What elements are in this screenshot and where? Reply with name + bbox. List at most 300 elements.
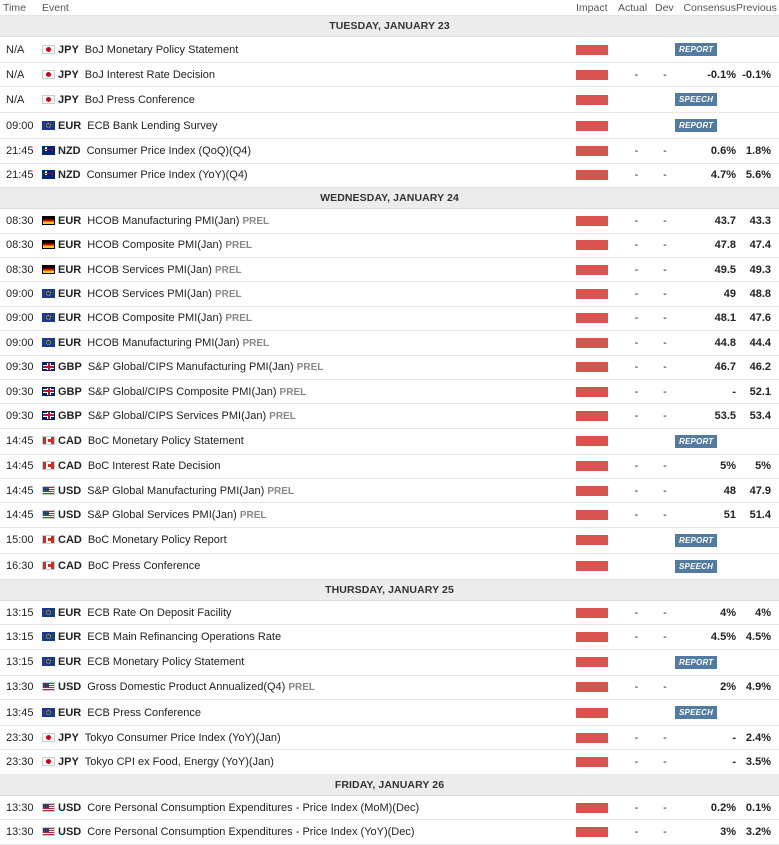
impact-cell	[576, 113, 618, 139]
event-row[interactable]	[0, 404, 779, 428]
event-dev: -	[655, 233, 675, 257]
event-title[interactable]: HCOB Composite PMI(Jan)	[87, 239, 223, 252]
event-previous: 1.8%	[736, 139, 779, 163]
event-cell	[42, 726, 576, 750]
prel-tag: PREL	[214, 289, 242, 301]
event-title[interactable]: ECB Bank Lending Survey	[87, 119, 218, 132]
prel-tag: PREL	[239, 510, 267, 522]
badge-cell	[675, 87, 779, 113]
event-row[interactable]	[0, 355, 779, 379]
event-previous: 48.8	[736, 282, 779, 306]
impact-cell	[576, 553, 618, 579]
event-cell	[42, 454, 576, 478]
event-title[interactable]: Core Personal Consumption Expenditures - Price Index (MoM)(Dec)	[87, 801, 420, 814]
gb-flag-icon	[42, 411, 55, 420]
event-previous: 43.3	[736, 209, 779, 233]
impact-cell	[576, 503, 618, 527]
event-currency: CAD	[58, 435, 82, 448]
event-previous: 52.1	[736, 379, 779, 403]
event-cell	[42, 625, 576, 649]
event-row[interactable]	[0, 306, 779, 330]
impact-cell	[576, 404, 618, 428]
event-currency: EUR	[58, 312, 82, 325]
impact-cell	[576, 379, 618, 403]
event-cell	[42, 37, 576, 63]
event-currency: JPY	[58, 731, 79, 744]
event-time: 21:45	[0, 163, 42, 187]
badge-cell	[675, 700, 779, 726]
event-currency: EUR	[58, 630, 82, 643]
event-currency: CAD	[58, 534, 82, 547]
event-cell	[42, 163, 576, 187]
event-consensus: 44.8	[675, 331, 736, 355]
event-title[interactable]: BoC Press Conference	[87, 560, 201, 573]
impact-cell	[576, 700, 618, 726]
day-label: TUESDAY, JANUARY 23	[0, 16, 779, 37]
prel-tag: PREL	[225, 240, 252, 252]
badge-cell	[675, 527, 779, 553]
event-title[interactable]: HCOB Services PMI(Jan)	[87, 288, 212, 301]
event-dev: -	[655, 355, 675, 379]
event-cell	[42, 700, 576, 726]
event-dev: -	[655, 750, 675, 774]
prel-tag: PREL	[288, 682, 315, 694]
event-time: 15:00	[0, 527, 42, 553]
report-badge[interactable]: REPORT	[675, 43, 717, 56]
day-label: WEDNESDAY, JANUARY 24	[0, 188, 779, 209]
event-title[interactable]: ECB Main Refinancing Operations Rate	[87, 630, 282, 643]
dev-cell	[655, 649, 675, 675]
event-dev: -	[655, 331, 675, 355]
header-dev[interactable]: Dev	[655, 1, 674, 14]
event-time: 09:30	[0, 404, 42, 428]
event-dev: -	[655, 163, 675, 187]
event-time: 13:30	[0, 795, 42, 819]
impact-cell	[576, 87, 618, 113]
speech-badge[interactable]: SPEECH	[675, 706, 717, 719]
event-consensus: 48	[675, 479, 736, 503]
prel-tag: PREL	[242, 337, 270, 349]
event-cell	[42, 428, 576, 454]
nz-flag-icon	[42, 146, 55, 155]
event-actual: -	[618, 726, 655, 750]
event-cell	[42, 331, 576, 355]
event-time: 14:45	[0, 428, 42, 454]
impact-high-bar	[576, 387, 608, 397]
event-cell	[42, 379, 576, 403]
event-currency: EUR	[58, 263, 82, 276]
impact-cell	[576, 527, 618, 553]
actual-cell	[618, 37, 655, 63]
event-actual: -	[618, 63, 655, 87]
report-badge[interactable]: REPORT	[675, 119, 717, 132]
event-previous: 2.4%	[736, 726, 779, 750]
event-consensus: 53.5	[675, 404, 736, 428]
event-title[interactable]: Consumer Price Index (YoY)(Q4)	[86, 169, 248, 182]
impact-cell	[576, 750, 618, 774]
event-consensus: 46.7	[675, 355, 736, 379]
impact-cell	[576, 257, 618, 281]
event-consensus: 4%	[675, 600, 736, 624]
report-badge[interactable]: REPORT	[675, 534, 717, 547]
event-title[interactable]: BoJ Press Conference	[84, 93, 195, 106]
day-header-row	[0, 16, 779, 37]
event-title[interactable]: BoJ Monetary Policy Statement	[84, 43, 239, 56]
event-previous: 47.6	[736, 306, 779, 330]
impact-high-bar	[576, 362, 608, 372]
event-actual: -	[618, 355, 655, 379]
event-cell	[42, 139, 576, 163]
actual-cell	[618, 87, 655, 113]
event-title[interactable]: ECB Rate On Deposit Facility	[87, 606, 232, 619]
day-header-row	[0, 774, 779, 795]
gb-flag-icon	[42, 387, 55, 396]
badge-cell	[675, 113, 779, 139]
impact-high-bar	[576, 827, 608, 837]
day-header-row	[0, 188, 779, 209]
event-row[interactable]	[0, 649, 779, 675]
event-previous: 0.1%	[736, 795, 779, 819]
event-consensus: -	[675, 726, 736, 750]
event-dev: -	[655, 503, 675, 527]
gb-flag-icon	[42, 362, 55, 371]
event-cell	[42, 87, 576, 113]
dev-cell	[655, 553, 675, 579]
event-cell	[42, 675, 576, 699]
event-row[interactable]	[0, 553, 779, 579]
event-title[interactable]: Core Personal Consumption Expenditures - Price Index (YoY)(Dec)	[87, 825, 415, 838]
event-row[interactable]	[0, 503, 779, 527]
event-time: 13:15	[0, 625, 42, 649]
event-time: N/A	[0, 37, 42, 63]
event-row[interactable]	[0, 820, 779, 844]
event-cell	[42, 600, 576, 624]
speech-badge[interactable]: SPEECH	[675, 93, 717, 106]
event-previous: -0.1%	[736, 63, 779, 87]
actual-cell	[618, 700, 655, 726]
report-badge[interactable]: REPORT	[675, 435, 717, 448]
event-title[interactable]: HCOB Composite PMI(Jan)	[87, 312, 223, 325]
event-currency: USD	[58, 801, 82, 814]
de-flag-icon	[42, 216, 55, 225]
event-currency: EUR	[58, 239, 82, 252]
event-row[interactable]	[0, 209, 779, 233]
event-time: 13:30	[0, 675, 42, 699]
event-consensus: 51	[675, 503, 736, 527]
event-consensus: 43.7	[675, 209, 736, 233]
event-time: 09:30	[0, 379, 42, 403]
impact-high-bar	[576, 486, 608, 496]
event-time: 09:00	[0, 306, 42, 330]
impact-cell	[576, 625, 618, 649]
impact-cell	[576, 428, 618, 454]
event-dev: -	[655, 479, 675, 503]
header-event[interactable]: Event	[42, 0, 576, 16]
event-consensus: 0.6%	[675, 139, 736, 163]
impact-high-bar	[576, 313, 608, 323]
event-actual: -	[618, 625, 655, 649]
event-previous: 5.6%	[736, 163, 779, 187]
event-row[interactable]	[0, 625, 779, 649]
jp-flag-icon	[42, 95, 55, 104]
event-consensus: 4.5%	[675, 625, 736, 649]
event-row[interactable]	[0, 163, 779, 187]
event-row[interactable]	[0, 139, 779, 163]
dev-cell	[655, 527, 675, 553]
event-title[interactable]: BoC Monetary Policy Statement	[87, 435, 244, 448]
event-consensus: 0.2%	[675, 795, 736, 819]
event-title[interactable]: BoC Interest Rate Decision	[87, 460, 221, 473]
event-cell	[42, 820, 576, 844]
event-actual: -	[618, 503, 655, 527]
impact-high-bar	[576, 632, 608, 642]
event-currency: EUR	[58, 706, 82, 719]
event-currency: USD	[58, 825, 82, 838]
eu-flag-icon	[42, 289, 55, 298]
event-consensus: 48.1	[675, 306, 736, 330]
event-row[interactable]	[0, 428, 779, 454]
impact-cell	[576, 63, 618, 87]
event-actual: -	[618, 139, 655, 163]
impact-high-bar	[576, 240, 608, 250]
event-time: 21:45	[0, 139, 42, 163]
event-row[interactable]	[0, 675, 779, 699]
event-row[interactable]	[0, 700, 779, 726]
impact-cell	[576, 209, 618, 233]
impact-cell	[576, 675, 618, 699]
event-row[interactable]	[0, 479, 779, 503]
event-previous: 5%	[736, 454, 779, 478]
impact-high-bar	[576, 45, 608, 55]
event-row[interactable]	[0, 527, 779, 553]
event-time: N/A	[0, 87, 42, 113]
impact-high-bar	[576, 121, 608, 131]
event-currency: JPY	[58, 68, 79, 81]
event-title[interactable]: Consumer Price Index (QoQ)(Q4)	[86, 145, 252, 158]
event-consensus: 5%	[675, 454, 736, 478]
event-dev: -	[655, 63, 675, 87]
event-title[interactable]: ECB Monetary Policy Statement	[87, 656, 245, 669]
event-row[interactable]	[0, 454, 779, 478]
impact-high-bar	[576, 561, 608, 571]
event-time: N/A	[0, 63, 42, 87]
event-actual: -	[618, 163, 655, 187]
event-cell	[42, 233, 576, 257]
event-previous: 3.2%	[736, 820, 779, 844]
event-currency: CAD	[58, 460, 82, 473]
event-currency: JPY	[58, 43, 79, 56]
calendar-body	[0, 16, 779, 845]
event-time: 08:30	[0, 257, 42, 281]
event-title[interactable]: Tokyo CPI ex Food, Energy (YoY)(Jan)	[84, 756, 274, 769]
eu-flag-icon	[42, 708, 55, 717]
event-actual: -	[618, 454, 655, 478]
day-label: FRIDAY, JANUARY 26	[0, 774, 779, 795]
prel-tag: PREL	[225, 313, 252, 325]
event-title[interactable]: Tokyo Consumer Price Index (YoY)(Jan)	[84, 731, 281, 744]
nz-flag-icon	[42, 170, 55, 179]
event-previous: 53.4	[736, 404, 779, 428]
event-cell	[42, 282, 576, 306]
event-time: 09:00	[0, 113, 42, 139]
ca-flag-icon	[42, 561, 55, 570]
event-dev: -	[655, 139, 675, 163]
event-cell	[42, 750, 576, 774]
event-actual: -	[618, 257, 655, 281]
event-row[interactable]	[0, 379, 779, 403]
event-title[interactable]: ECB Press Conference	[87, 706, 201, 719]
event-previous: 51.4	[736, 503, 779, 527]
impact-high-bar	[576, 535, 608, 545]
event-title[interactable]: HCOB Services PMI(Jan)	[87, 263, 212, 276]
prel-tag: PREL	[267, 485, 295, 497]
event-dev: -	[655, 820, 675, 844]
event-title[interactable]: HCOB Manufacturing PMI(Jan)	[87, 214, 240, 227]
event-time: 13:30	[0, 820, 42, 844]
event-consensus: 3%	[675, 820, 736, 844]
event-consensus: 4.7%	[675, 163, 736, 187]
event-consensus: 49.5	[675, 257, 736, 281]
event-currency: EUR	[58, 606, 82, 619]
header-consensus[interactable]: Consensus	[675, 0, 736, 16]
event-title[interactable]: BoJ Interest Rate Decision	[84, 68, 216, 81]
event-title[interactable]: S&P Global/CIPS Composite PMI(Jan)	[87, 385, 277, 398]
prel-tag: PREL	[214, 264, 242, 276]
event-row[interactable]	[0, 600, 779, 624]
event-title[interactable]: Gross Domestic Product Annualized(Q4)	[87, 681, 286, 694]
impact-cell	[576, 139, 618, 163]
event-previous: 44.4	[736, 331, 779, 355]
impact-cell	[576, 233, 618, 257]
event-currency: EUR	[58, 214, 82, 227]
event-title[interactable]: S&P Global Manufacturing PMI(Jan)	[87, 484, 265, 497]
event-cell	[42, 209, 576, 233]
event-consensus: -0.1%	[675, 63, 736, 87]
dev-cell	[655, 113, 675, 139]
event-currency: EUR	[58, 119, 82, 132]
event-time: 14:45	[0, 454, 42, 478]
event-dev: -	[655, 675, 675, 699]
event-time: 08:30	[0, 233, 42, 257]
impact-cell	[576, 331, 618, 355]
event-dev: -	[655, 795, 675, 819]
event-cell	[42, 553, 576, 579]
eu-flag-icon	[42, 608, 55, 617]
dev-cell	[655, 87, 675, 113]
event-currency: USD	[58, 484, 82, 497]
event-row[interactable]	[0, 113, 779, 139]
event-time: 09:00	[0, 282, 42, 306]
event-previous: 3.5%	[736, 750, 779, 774]
impact-high-bar	[576, 510, 608, 520]
event-row[interactable]	[0, 750, 779, 774]
event-row[interactable]	[0, 331, 779, 355]
us-flag-icon	[42, 682, 55, 691]
event-row[interactable]	[0, 87, 779, 113]
event-dev: -	[655, 257, 675, 281]
event-dev: -	[655, 625, 675, 649]
event-currency: EUR	[58, 288, 82, 301]
header-time[interactable]: Time	[0, 0, 42, 16]
event-title[interactable]: S&P Global Services PMI(Jan)	[87, 509, 237, 522]
impact-high-bar	[576, 338, 608, 348]
actual-cell	[618, 428, 655, 454]
event-cell	[42, 795, 576, 819]
event-consensus: 2%	[675, 675, 736, 699]
header-actual[interactable]: Actual	[618, 0, 655, 16]
event-dev: -	[655, 600, 675, 624]
impact-cell	[576, 649, 618, 675]
header-previous[interactable]: Previous	[736, 0, 779, 16]
dev-cell	[655, 428, 675, 454]
event-title[interactable]: BoC Monetary Policy Report	[87, 534, 227, 547]
event-consensus: -	[675, 379, 736, 403]
event-time: 08:30	[0, 209, 42, 233]
event-time: 16:30	[0, 553, 42, 579]
ca-flag-icon	[42, 461, 55, 470]
impact-high-bar	[576, 757, 608, 767]
event-cell	[42, 527, 576, 553]
event-actual: -	[618, 675, 655, 699]
event-title[interactable]: S&P Global/CIPS Manufacturing PMI(Jan)	[87, 361, 294, 374]
event-title[interactable]: HCOB Manufacturing PMI(Jan)	[87, 336, 240, 349]
speech-badge[interactable]: SPEECH	[675, 560, 717, 573]
event-time: 09:30	[0, 355, 42, 379]
event-time: 13:45	[0, 700, 42, 726]
event-row[interactable]	[0, 37, 779, 63]
event-previous: 46.2	[736, 355, 779, 379]
event-actual: -	[618, 282, 655, 306]
impact-cell	[576, 163, 618, 187]
eu-flag-icon	[42, 657, 55, 666]
event-time: 23:30	[0, 726, 42, 750]
actual-cell	[618, 113, 655, 139]
event-row[interactable]	[0, 257, 779, 281]
badge-cell	[675, 428, 779, 454]
impact-high-bar	[576, 95, 608, 105]
badge-cell	[675, 649, 779, 675]
event-row[interactable]	[0, 233, 779, 257]
day-label: THURSDAY, JANUARY 25	[0, 579, 779, 600]
jp-flag-icon	[42, 45, 55, 54]
event-cell	[42, 355, 576, 379]
event-currency: GBP	[58, 409, 82, 422]
impact-cell	[576, 282, 618, 306]
event-cell	[42, 503, 576, 527]
event-time: 09:00	[0, 331, 42, 355]
impact-high-bar	[576, 170, 608, 180]
us-flag-icon	[42, 827, 55, 836]
impact-high-bar	[576, 216, 608, 226]
eu-flag-icon	[42, 121, 55, 130]
header-impact[interactable]: Impact	[576, 0, 618, 16]
impact-high-bar	[576, 608, 608, 618]
event-row[interactable]	[0, 795, 779, 819]
event-previous: 49.3	[736, 257, 779, 281]
event-row[interactable]	[0, 63, 779, 87]
impact-high-bar	[576, 265, 608, 275]
impact-high-bar	[576, 436, 608, 446]
event-currency: JPY	[58, 93, 79, 106]
event-row[interactable]	[0, 726, 779, 750]
report-badge[interactable]: REPORT	[675, 656, 717, 669]
event-previous: 47.4	[736, 233, 779, 257]
event-actual: -	[618, 379, 655, 403]
event-currency: JPY	[58, 756, 79, 769]
event-row[interactable]	[0, 282, 779, 306]
actual-cell	[618, 527, 655, 553]
event-title[interactable]: S&P Global/CIPS Services PMI(Jan)	[87, 409, 267, 422]
